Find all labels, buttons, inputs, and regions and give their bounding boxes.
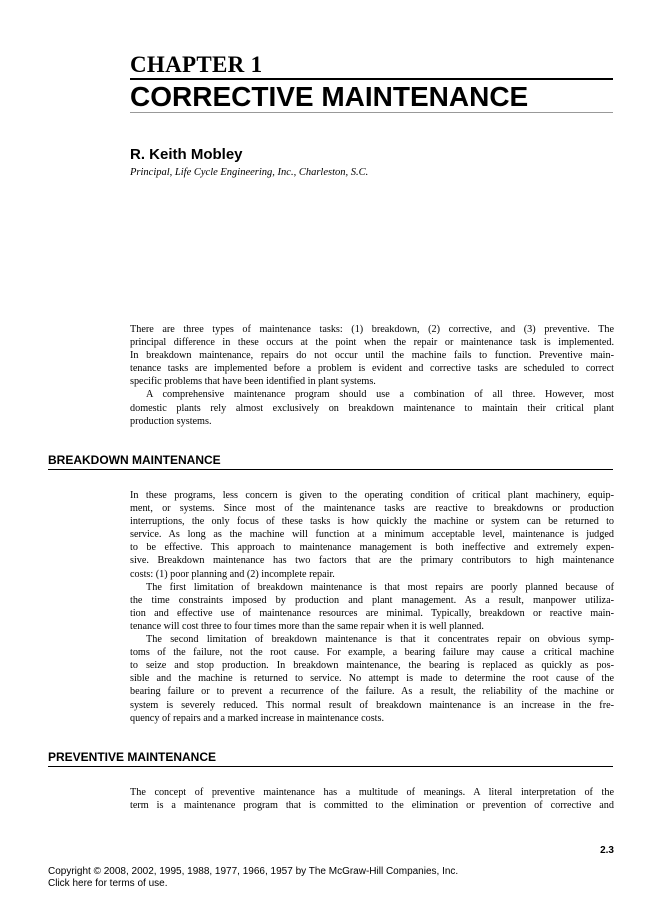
body-line: to seize and stop production. In breakdown maintenance, the bearing is replaced as quickly as pos- <box>130 660 614 672</box>
section-heading-preventive: PREVENTIVE MAINTENANCE <box>48 750 217 764</box>
body-line: interruptions, the only focus of these tasks is how quickly the machine or system can be returned to <box>130 516 614 528</box>
body-line: the time constraints imposed by production and plant management. As a result, manpower utiliza- <box>130 594 614 606</box>
body-line: service. As long as the machine will function at a minimum acceptable level, maintenance is judged <box>130 529 614 541</box>
body-line: costs: (1) poor planning and (2) incomplete repair. <box>130 568 335 580</box>
intro-line: production systems. <box>130 415 212 427</box>
body-line: term is a maintenance program that is committed to the elimination or prevention of corrective and <box>130 800 614 812</box>
copyright-notice: Copyright © 2008, 2002, 1995, 1988, 1977, 1966, 1957 by The McGraw-Hill Companies, Inc. <box>48 866 459 877</box>
body-line: ment, or systems. Since most of the maintenance tasks are reactive to breakdowns or production <box>130 503 614 515</box>
intro-line: There are three types of maintenance tasks: (1) breakdown, (2) corrective, and (3) preventive. The <box>130 324 614 335</box>
body-line: In these programs, less concern is given to the operating condition of critical plant machinery, equip- <box>130 490 614 501</box>
breakdown-section <box>130 489 614 725</box>
chapter-label: CHAPTER 1 <box>130 52 263 77</box>
terms-of-use-link[interactable]: Click here for terms of use. <box>48 878 168 889</box>
body-line: quency of repairs and a marked increase in maintenance costs. <box>130 712 385 724</box>
section-heading-breakdown: BREAKDOWN MAINTENANCE <box>48 453 221 467</box>
intro-line: domestic plants rely almost exclusively on breakdown maintenance to maintain their critical plant <box>130 402 614 414</box>
chapter-rule <box>130 78 613 80</box>
body-line: to be effective. This approach to maintenance management is both ineffective and extremely expen- <box>130 542 614 554</box>
intro-line: principal difference in these occurs at the point when the repair or maintenance task is implemented. <box>130 337 614 349</box>
body-line: toms of the failure, not the root cause. For example, a bearing failure may cause a critical machine <box>130 647 614 659</box>
footer <box>48 866 458 890</box>
title-rule <box>130 112 613 113</box>
intro-section <box>130 323 614 428</box>
author-affiliation: Principal, Life Cycle Engineering, Inc., Charleston, S.C. <box>130 167 369 178</box>
intro-line: tenance tasks are implemented before a problem is evident and corrective tasks are scheduled to correct <box>130 363 614 375</box>
section-rule <box>48 469 613 470</box>
page-number: 2.3 <box>600 845 614 856</box>
section-rule <box>48 766 613 767</box>
body-line: sive. Breakdown maintenance has two factors that are the primary contributors to high maintenance <box>130 555 614 567</box>
body-line: The concept of preventive maintenance has a multitude of meanings. A literal interpretation of the <box>130 787 614 798</box>
intro-line: specific problems that have been identified in plant systems. <box>130 376 376 388</box>
body-line: bearing failure or to prevent a recurrence of the failure. As a result, the reliability of the machine or <box>130 686 614 698</box>
body-line: tenance will cost three to four times more than the same repair when it is well planned. <box>130 620 484 632</box>
preventive-section <box>130 786 614 812</box>
chapter-title: CORRECTIVE MAINTENANCE <box>130 81 529 112</box>
body-line: tion and effective use of maintenance resources are minimal. Typically, breakdown or reactive main- <box>130 607 614 619</box>
body-line: The first limitation of breakdown maintenance is that most repairs are poorly planned because of <box>146 581 614 593</box>
body-line: system is severely reduced. This normal result of breakdown maintenance is an increase in the fre- <box>130 699 614 711</box>
body-line: The second limitation of breakdown maintenance is that it concentrates repair on obvious symp- <box>146 634 614 646</box>
author-name: R. Keith Mobley <box>130 146 243 163</box>
body-line: sible and the machine is returned to service. No attempt is made to determine the root cause of the <box>130 673 614 685</box>
intro-line: In breakdown maintenance, repairs do not occur until the machine fails to function. Preventive main- <box>130 350 614 362</box>
intro-line: A comprehensive maintenance program should use a combination of all three. However, most <box>146 389 614 401</box>
